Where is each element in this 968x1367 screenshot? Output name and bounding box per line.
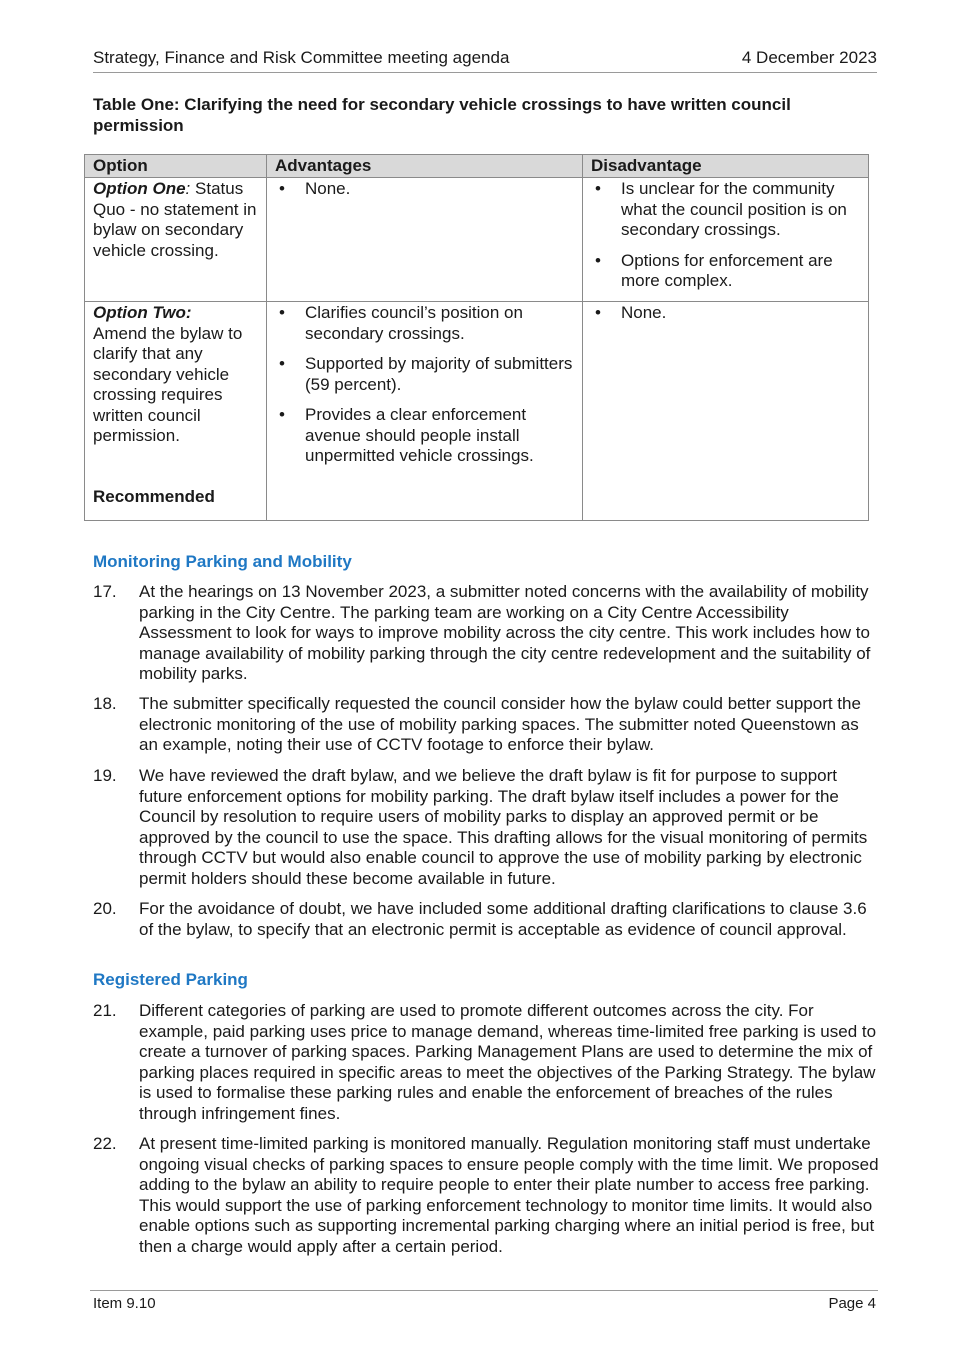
advantages-cell bbox=[267, 178, 583, 302]
page-footer bbox=[90, 1290, 878, 1315]
advantages-list bbox=[275, 303, 574, 467]
bullet-icon: • bbox=[279, 354, 285, 373]
option-description: Status Quo - no statement in bylaw on secondary vehicle crossing. bbox=[93, 179, 257, 260]
table-title: Table One: Clarifying the need for secondary vehicle crossings to have written council permission bbox=[93, 95, 791, 135]
section-heading-monitoring: Monitoring Parking and Mobility bbox=[93, 552, 352, 571]
paragraph-number: 20. bbox=[93, 899, 117, 918]
paragraph-21 bbox=[93, 1001, 879, 1124]
paragraph-text: For the avoidance of doubt, we have included some additional drafting clarifications to clause 3.6 of the bylaw, to specify that an electronic permit is acceptable as evidence of council approval. bbox=[139, 899, 867, 939]
paragraph-text: At the hearings on 13 November 2023, a submitter noted concerns with the availability of mobility parking in the City Centre. The parking team are working on a City Centre Accessibility Assessment to look for ways to improve mobility across the city centre. This work includes how to manage availability of mobility parking through the city centre redevelopment and the suitability of mobility parks. bbox=[139, 582, 871, 683]
advantages-cell bbox=[267, 302, 583, 521]
list-item: • Options for enforcement are more complex. bbox=[591, 251, 860, 292]
advantages-list bbox=[275, 179, 574, 200]
paragraph-number: 22. bbox=[93, 1134, 117, 1153]
paragraph-number: 18. bbox=[93, 694, 117, 713]
list-item: • Supported by majority of submitters (59 percent). bbox=[275, 354, 574, 395]
bullet-icon: • bbox=[595, 250, 601, 270]
section-heading-registered: Registered Parking bbox=[93, 970, 248, 989]
bullet-icon: • bbox=[595, 303, 601, 322]
disadvantages-list bbox=[591, 179, 860, 292]
paragraph-22 bbox=[93, 1134, 879, 1257]
paragraph-text: At present time-limited parking is monitored manually. Regulation monitoring staff must undertake ongoing visual checks of parking spaces to ensure people comply with the time limit. We proposed adding to the bylaw an ability to require people to enter their plate number to access free parking. This would support the use of parking enforcement technology to monitor time limits. It would also enable options such as supporting incremental parking charging where an initial period is free, but then a charge would apply after a certain period. bbox=[139, 1134, 879, 1256]
column-header-advantages: Advantages bbox=[267, 155, 583, 178]
column-header-option: Option bbox=[85, 155, 267, 178]
option-cell bbox=[85, 178, 267, 302]
footer-page-number: Page 4 bbox=[828, 1295, 876, 1312]
bullet-icon: • bbox=[279, 303, 285, 322]
table-row-option-one bbox=[85, 178, 869, 302]
recommended-label: Recommended bbox=[93, 486, 215, 506]
option-cell bbox=[85, 302, 267, 521]
paragraph-text: The submitter specifically requested the council consider how the bylaw could better support the electronic monitoring of the use of mobility parking spaces. The submitter noted Queenstown as an example, noting their use of CCTV footage to enforce their bylaw. bbox=[139, 694, 861, 754]
column-header-disadvantage: Disadvantage bbox=[583, 155, 869, 178]
option-name: Option One bbox=[93, 179, 186, 198]
list-item: • Clarifies council’s position on secondary crossings. bbox=[275, 303, 574, 344]
options-table bbox=[84, 154, 869, 521]
list-item: • None. bbox=[275, 179, 574, 200]
option-description: Amend the bylaw to clarify that any secondary vehicle crossing requires written council permission. bbox=[93, 323, 243, 445]
bullet-icon: • bbox=[595, 179, 601, 198]
paragraph-20 bbox=[93, 899, 879, 940]
paragraph-number: 17. bbox=[93, 582, 117, 601]
paragraph-18 bbox=[93, 694, 879, 756]
list-item: • None. bbox=[591, 303, 860, 324]
paragraph-19 bbox=[93, 766, 879, 889]
list-item: • Is unclear for the community what the council position is on secondary crossings. bbox=[591, 179, 860, 241]
header-date: 4 December 2023 bbox=[741, 48, 877, 67]
option-name: Option Two: bbox=[93, 303, 192, 322]
table-row-option-two bbox=[85, 302, 869, 521]
disadvantages-cell bbox=[583, 178, 869, 302]
bullet-icon: • bbox=[279, 405, 285, 424]
paragraph-text: Different categories of parking are used to promote different outcomes across the city. For example, paid parking uses price to manage demand, whereas time-limited free parking is used to create a turnover of parking spaces. Parking Management Plans are used to determine the mix of parking places required in specific areas to meet the objectives of the Parking Strategy. The bylaw is used to formalise these parking rules and enable the enforcement of breaches of the rules through infringement fines. bbox=[139, 1001, 877, 1123]
paragraph-number: 21. bbox=[93, 1001, 117, 1020]
bullet-icon: • bbox=[279, 179, 285, 198]
option-name-separator: : bbox=[185, 179, 191, 198]
list-item: • Provides a clear enforcement avenue should people install unpermitted vehicle crossings. bbox=[275, 405, 574, 467]
table-header-row bbox=[85, 155, 869, 178]
paragraph-17 bbox=[93, 582, 879, 685]
paragraph-number: 19. bbox=[93, 766, 117, 785]
page-header bbox=[93, 48, 877, 73]
paragraph-text: We have reviewed the draft bylaw, and we believe the draft bylaw is fit for purpose to support future enforcement options for mobility parking. The draft bylaw itself includes a power for the Council by resolution to require users of mobility parks to display an approved permit or be approved by the council to use the space. This drafting allows for the visual monitoring of permits through CCTV but would also enable council to approve the use of mobility parking by electronic permit holders should these become available in future. bbox=[139, 766, 868, 888]
disadvantages-list bbox=[591, 303, 860, 324]
header-title: Strategy, Finance and Risk Committee meeting agenda bbox=[93, 48, 510, 67]
footer-item: Item 9.10 bbox=[93, 1295, 156, 1312]
disadvantages-cell bbox=[583, 302, 869, 521]
